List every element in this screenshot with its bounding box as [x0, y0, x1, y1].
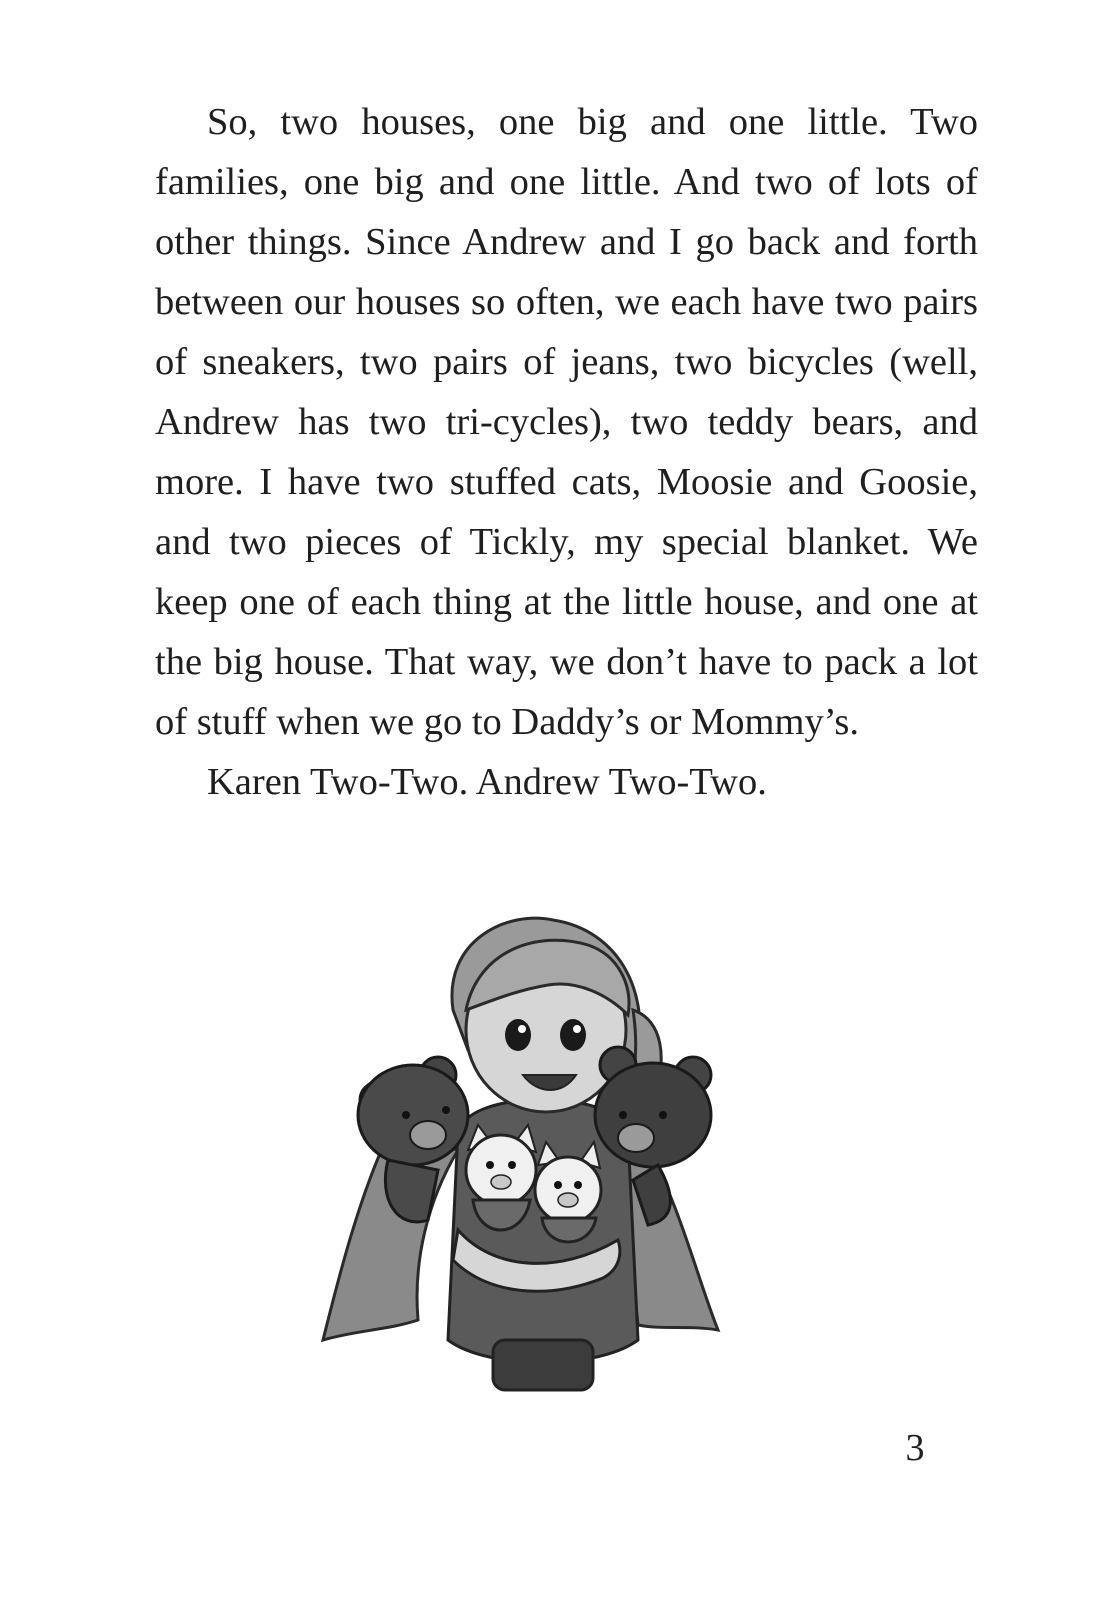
right-eye — [560, 1019, 586, 1051]
girl-hugging-toys-illustration — [318, 900, 768, 1395]
paragraph-1: So, two houses, one big and one little. Two families, one big and one little. And two of lots of other things. Since Andrew and I go back and forth between our houses so often, we each have two pairs of sneakers, two pairs of jeans, two bicycles (well, Andrew has two tri-cycles), two teddy bears, and more. I have two stuffed cats, Moosie and Goosie, and two pieces of Tickly, my special blanket. We keep one of each thing at the little house, and one at the big house. That way, we don’t have to pack a lot of stuff when we go to Daddy’s or Mommy’s. — [155, 101, 978, 743]
stuffed-cat-moosie — [466, 1125, 536, 1230]
left-eye — [505, 1019, 531, 1051]
page-number: 3 — [905, 1427, 925, 1469]
girl-legs — [493, 1340, 593, 1390]
paragraph-2: Karen Two-Two. Andrew Two-Two. — [207, 761, 767, 803]
stuffed-cat-goosie — [535, 1142, 601, 1242]
body-text — [155, 92, 978, 812]
